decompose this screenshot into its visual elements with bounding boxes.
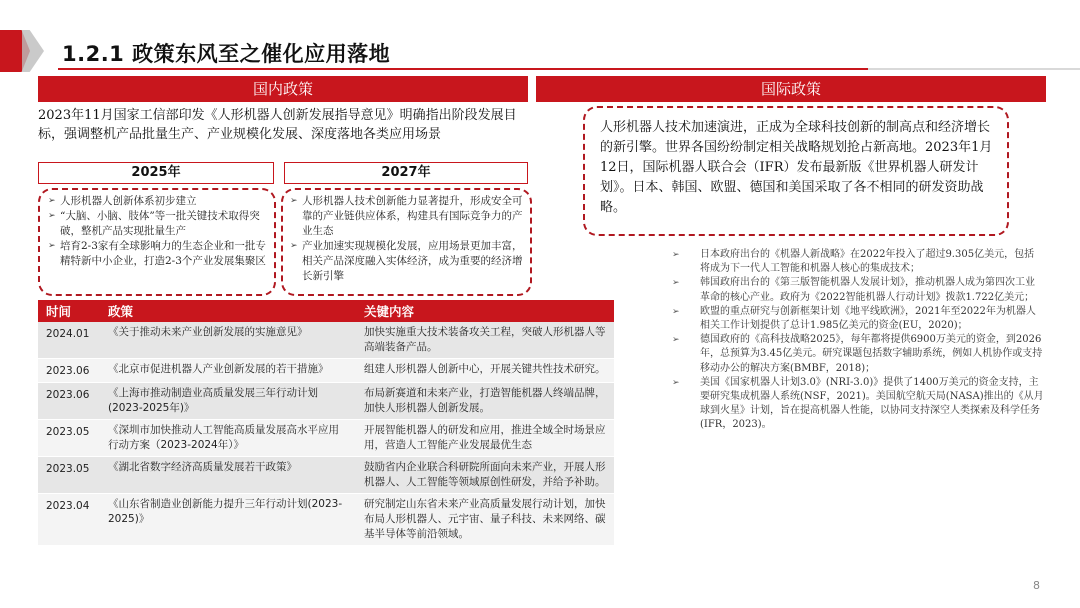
column-header-policy: 政策	[100, 300, 356, 322]
column-header-time: 时间	[38, 300, 100, 322]
year-2027-label: 2027年	[284, 162, 528, 184]
international-policy-list	[672, 248, 1044, 433]
cell-time: 2023.05	[38, 457, 100, 494]
table-row	[38, 494, 614, 546]
year-2027-list	[290, 194, 524, 284]
cell-content: 开展智能机器人的研发和应用，推进全域全时场景应用，营造人工智能产业发展最优生态	[356, 420, 614, 457]
policy-table	[38, 300, 614, 546]
bullet-arrow-icon: ➢	[290, 241, 298, 251]
list-item: ➢ 韩国政府出台的《第三版智能机器人发展计划》，推动机器人成为第四次工业革命的核心产业。政府为《2022智能机器人行动计划》拨款1.722亿美元；	[672, 277, 1035, 303]
bullet-arrow-icon: ➢	[48, 211, 56, 221]
bullet-arrow-icon: ➢	[672, 306, 680, 317]
cell-policy: 《湖北省数字经济高质量发展若干政策》	[100, 457, 356, 494]
cell-time: 2023.04	[38, 494, 100, 546]
list-item: ➢ 美国《国家机器人计划3.0》(NRI-3.0)》提供了1400万美元的资金支持，主要研究集成机器人系统(NSF，2021)。美国航空航天局(NASA)推出的《从月球到火星》计划，旨在提高机器人性能，以协同支持深空人类探索及科学任务(IFR，2023)。	[672, 376, 1044, 431]
cell-policy: 《深圳市加快推动人工智能高质量发展高水平应用行动方案（2023-2024年）》	[100, 420, 356, 457]
page-title: 1.2.1 政策东风至之催化应用落地	[62, 42, 391, 66]
cell-time: 2023.06	[38, 383, 100, 420]
cell-time: 2023.05	[38, 420, 100, 457]
cell-policy: 《关于推动未来产业创新发展的实施意见》	[100, 322, 356, 359]
table-header-row	[38, 300, 614, 322]
list-item: ➢ 日本政府出台的《机器人新战略》在2022年投入了超过9.305亿美元，包括将成为下一代人工智能和机器人核心的集成技术；	[672, 249, 1035, 275]
cell-content: 加快实施重大技术装备攻关工程，突破人形机器人等高端装备产品。	[356, 322, 614, 359]
title-underline	[58, 68, 868, 70]
page-number: 8	[1033, 579, 1040, 592]
cell-policy: 《北京市促进机器人产业创新发展的若干措施》	[100, 359, 356, 383]
international-policy-header: 国际政策	[536, 76, 1046, 102]
list-item: ➢ 培育2-3家有全球影响力的生态企业和一批专精特新中小企业，打造2-3个产业发展集聚区	[48, 240, 266, 267]
list-item: ➢ 欧盟的重点研究与创新框架计划《地平线欧洲》，2021年至2022年为机器人相关工作计划提供了总计1.985亿美元的资金(EU，2020)；	[672, 305, 1036, 332]
title-underline-grey	[868, 68, 1080, 70]
year-2025-list	[48, 194, 270, 269]
international-intro: 人形机器人技术加速演进，正成为全球科技创新的制高点和经济增长的新引擎。世界各国纷纷制定相关战略规划抢占新高地。2023年1月12日，国际机器人联合会（IFR）发布最新版《世界机器人研发计划》。日本、韩国、欧盟、德国和美国采取了各不相同的研发资助战略。	[600, 120, 993, 215]
list-item: ➢ 产业加速实现规模化发展，应用场景更加丰富，相关产品深度融入实体经济，成为重要的经济增长新引擎	[290, 240, 523, 282]
list-item: ➢ “大脑、小脑、肢体”等一批关键技术取得突破，整机产品实现批量生产	[48, 210, 260, 237]
table-row	[38, 420, 614, 457]
cell-content: 布局新赛道和未来产业，打造智能机器人终端品牌，加快人形机器人创新发展。	[356, 383, 614, 420]
list-item: ➢ 德国政府的《高科技战略2025》，每年都将提供6900万美元的资金，到2026年，总预算为3.45亿美元。研究课题包括数字辅助系统，例如人机协作或支持移动办公的解决方案(BMBF，2018)；	[672, 334, 1043, 374]
cell-time: 2023.06	[38, 359, 100, 383]
bullet-arrow-icon: ➢	[672, 278, 680, 289]
list-item: ➢ 人形机器人技术创新能力显著提升，形成安全可靠的产业链供应体系，构建具有国际竞争力的产业生态	[290, 195, 523, 237]
cell-content: 组建人形机器人创新中心，开展关键共性技术研究。	[356, 359, 614, 383]
cell-content: 研究制定山东省未来产业高质量发展行动计划，加快布局人形机器人、元宇宙、量子科技、未来网络、碳基半导体等前沿领域。	[356, 494, 614, 546]
bullet-arrow-icon: ➢	[672, 377, 680, 388]
table-row	[38, 359, 614, 383]
year-2025-label: 2025年	[38, 162, 274, 184]
table-row	[38, 383, 614, 420]
bullet-arrow-icon: ➢	[672, 335, 680, 346]
bullet-arrow-icon: ➢	[48, 196, 56, 206]
column-header-content: 关键内容	[356, 300, 614, 322]
bullet-arrow-icon: ➢	[672, 250, 680, 260]
table-row	[38, 322, 614, 359]
cell-policy: 《山东省制造业创新能力提升三年行动计划(2023-2025)》	[100, 494, 356, 546]
cell-time: 2024.01	[38, 322, 100, 359]
domestic-intro: 2023年11月国家工信部印发《人形机器人创新发展指导意见》明确指出阶段发展目标，强调整机产品批量生产、产业规模化发展、深度落地各类应用场景	[38, 108, 517, 142]
list-item: ➢ 人形机器人创新体系初步建立	[48, 195, 197, 207]
title-accent-marker	[0, 30, 44, 72]
bullet-arrow-icon: ➢	[290, 196, 298, 206]
cell-policy: 《上海市推动制造业高质量发展三年行动计划(2023-2025年)》	[100, 383, 356, 420]
table-row	[38, 457, 614, 494]
bullet-arrow-icon: ➢	[48, 241, 56, 251]
cell-content: 鼓励省内企业联合科研院所面向未来产业，开展人形机器人、人工智能等领域原创性研发，并给予补助。	[356, 457, 614, 494]
domestic-policy-header: 国内政策	[38, 76, 528, 102]
